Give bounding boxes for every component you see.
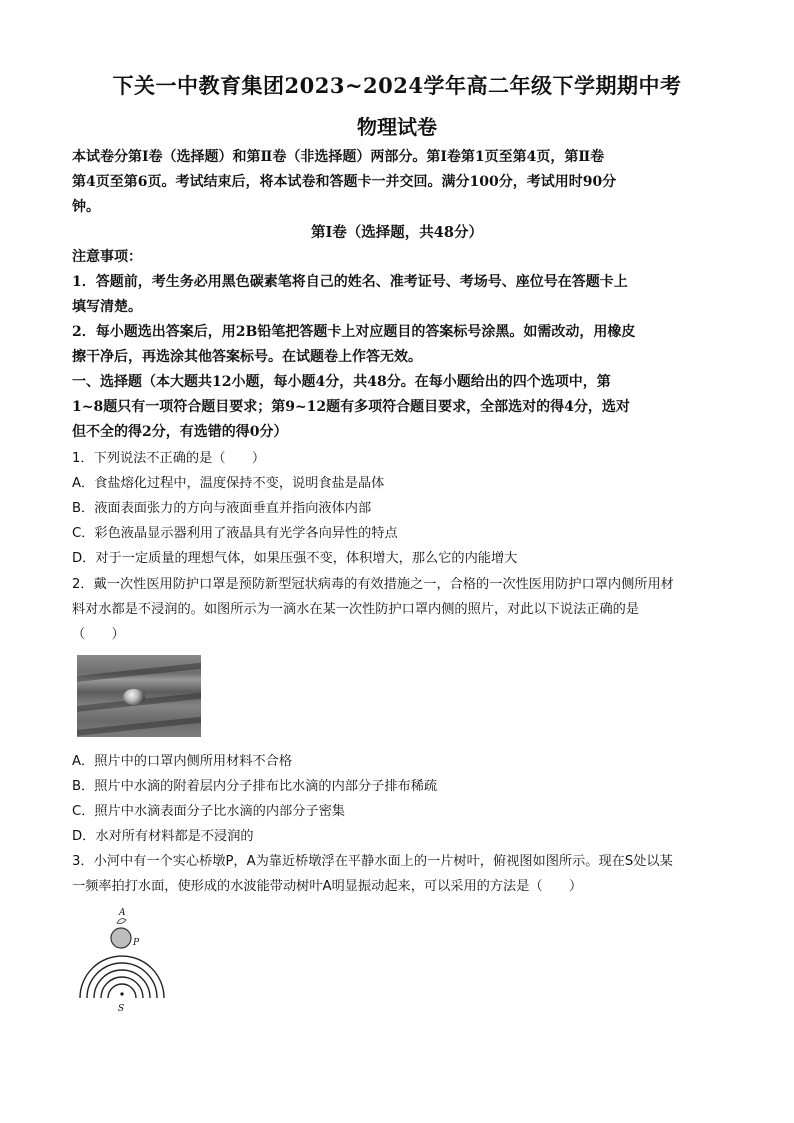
part1-instruction-line-1: 一、选择题（本大题共12小题，每小题4分，共48分。在每小题给出的四个选项中，第 (72, 374, 611, 390)
q1-option-c: C．彩色液晶显示器利用了液晶具有光学各向异性的特点 (72, 526, 398, 541)
intro-line-2: 第4页至第6页。考试结束后，将本试卷和答题卡一并交回。满分100分，考试用时90分 (72, 174, 617, 190)
q2-stem-line-2: 料对水都是不浸润的。如图所示为一滴水在某一次性防护口罩内侧的照片，对此以下说法正确的是 (72, 602, 640, 617)
leaf-a (117, 919, 126, 924)
q3-stem-line-2: 一频率拍打水面，使形成的水波能带动树叶A明显振动起来，可以采用的方法是（ ） (72, 879, 583, 894)
q1-option-d: D．对于一定质量的理想气体，如果压强不变，体积增大，那么它的内能增大 (72, 551, 518, 566)
wave-arc-5 (108, 984, 136, 998)
label-a: A (119, 908, 126, 918)
q2-option-a: A．照片中的口罩内侧所用材料不合格 (72, 754, 293, 769)
part1-instruction-line-2: 1~8题只有一项符合题目要求；第9~12题有多项符合题目要求，全部选对的得4分，选对 (72, 399, 630, 415)
q1-stem: 1．下列说法不正确的是（ ） (72, 451, 266, 466)
wave-figure (74, 903, 174, 1015)
intro-line-1: 本试卷分第Ⅰ卷（选择题）和第Ⅱ卷（非选择题）两部分。第Ⅰ卷第1页至第4页，第Ⅱ卷 (72, 149, 605, 165)
source-s (120, 992, 123, 995)
q1-option-b: B．液面表面张力的方向与液面垂直并指向液体内部 (72, 501, 372, 516)
q1-option-a: A．食盐熔化过程中，温度保持不变，说明食盐是晶体 (72, 476, 385, 491)
pier-p (111, 928, 131, 948)
exam-title: 下关一中教育集团2023~2024学年高二年级下学期期中考 (112, 73, 682, 98)
q2-option-d: D．水对所有材料都是不浸润的 (72, 829, 254, 844)
q3-stem-line-1: 3．小河中有一个实心桥墩P，A为靠近桥墩浮在平静水面上的一片树叶，俯视图如图所示。现在S处以某 (72, 854, 673, 869)
label-p: P (133, 938, 140, 948)
q2-stem-line-1: 2．戴一次性医用防护口罩是预防新型冠状病毒的有效措施之一，合格的一次性医用防护口罩内侧所用材 (72, 577, 674, 592)
section-title: 第Ⅰ卷（选择题，共48分） (311, 224, 483, 241)
exam-subject: 物理试卷 (357, 115, 437, 139)
q2-stem-line-3: （ ） (72, 627, 125, 642)
part1-instruction-line-3: 但不全的得2分，有选错的得0分） (72, 424, 288, 440)
notice-item-1-line-1: 1．答题前，考生务必用黑色碳素笔将自己的姓名、准考证号、考场号、座位号在答题卡上 (72, 274, 628, 290)
notice-item-2-line-2: 擦干净后，再选涂其他答案标号。在试题卷上作答无效。 (72, 349, 422, 365)
label-s: S (118, 1004, 125, 1014)
notice-item-1-line-2: 填写清楚。 (72, 299, 142, 315)
intro-line-3: 钟。 (72, 199, 100, 215)
notice-heading: 注意事项： (72, 249, 142, 265)
water-drop (123, 689, 145, 705)
q2-option-b: B．照片中水滴的附着层内分子排布比水滴的内部分子排布稀疏 (72, 779, 438, 794)
q2-option-c: C．照片中水滴表面分子比水滴的内部分子密集 (72, 804, 345, 819)
water-drop-photo (77, 655, 201, 737)
notice-item-2-line-1: 2．每小题选出答案后，用2B铅笔把答题卡上对应题目的答案标号涂黑。如需改动，用橡皮 (72, 324, 636, 340)
